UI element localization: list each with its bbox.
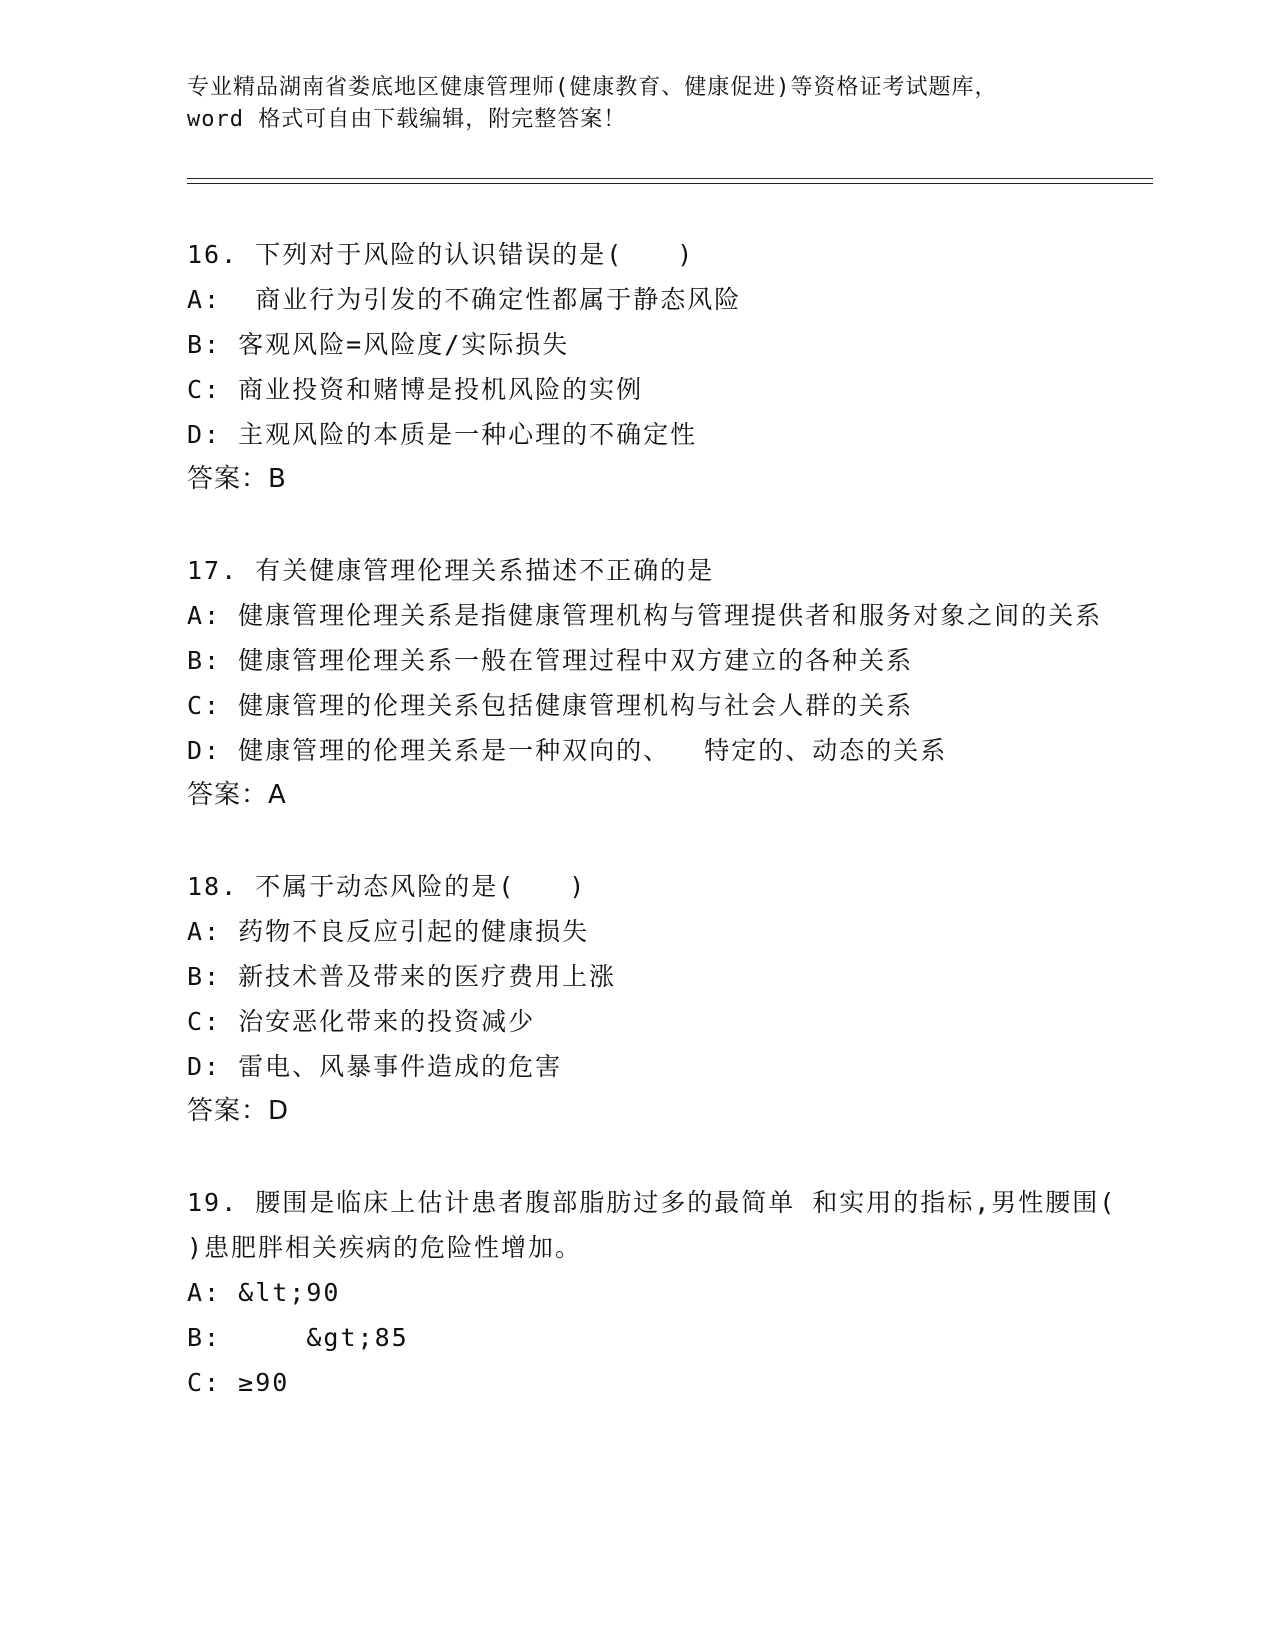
answer: 答案：B [187, 464, 287, 494]
option-b: B: 健康管理伦理关系一般在管理过程中双方建立的各种关系 [187, 646, 914, 675]
question-16 [187, 232, 1117, 502]
question-19 [187, 1180, 1151, 1405]
option-b: B: 新技术普及带来的医疗费用上涨 [187, 962, 617, 991]
option-d: D: 健康管理的伦理关系是一种双向的、 特定的、动态的关系 [187, 736, 948, 765]
option-c: C: 健康管理的伦理关系包括健康管理机构与社会人群的关系 [187, 691, 914, 720]
option-b: B: &gt;85 [187, 1323, 409, 1352]
option-c: C: 商业投资和赌博是投机风险的实例 [187, 375, 644, 404]
option-b: B: 客观风险=风险度/实际损失 [187, 330, 570, 359]
option-d: D: 雷电、风暴事件造成的危害 [187, 1052, 563, 1081]
question-stem: 19. 腰围是临床上估计患者腹部脂肪过多的最简单 和实用的指标,男性腰围( )患肥胖相关疾病的危险性增加。 [187, 1188, 1151, 1262]
question-list [187, 232, 1151, 1451]
question-stem: 18. 不属于动态风险的是( ) [187, 872, 587, 901]
question-stem: 17. 有关健康管理伦理关系描述不正确的是 [187, 556, 715, 585]
answer: 答案：A [187, 780, 287, 810]
header-line-1: 专业精品湖南省娄底地区健康管理师(健康教育、健康促进)等资格证考试题库， [187, 75, 998, 100]
document-header [187, 72, 1107, 136]
option-a: A: 健康管理伦理关系是指健康管理机构与管理提供者和服务对象之间的关系 [187, 601, 1103, 630]
option-d: D: 主观风险的本质是一种心理的不确定性 [187, 420, 698, 449]
question-17 [187, 548, 1117, 818]
option-a: A: 商业行为引发的不确定性都属于静态风险 [187, 285, 742, 314]
option-a: A: &lt;90 [187, 1278, 341, 1307]
header-divider-top [187, 178, 1153, 179]
option-c: C: ≥90 [187, 1368, 290, 1397]
question-stem: 16. 下列对于风险的认识错误的是( ) [187, 240, 695, 269]
answer: 答案：D [187, 1096, 290, 1126]
option-c: C: 治安恶化带来的投资减少 [187, 1007, 536, 1036]
option-a: A: 药物不良反应引起的健康损失 [187, 917, 590, 946]
question-18 [187, 864, 1117, 1134]
header-line-2: word 格式可自由下载编辑，附完整答案！ [187, 107, 627, 132]
header-divider-bottom [187, 183, 1153, 184]
